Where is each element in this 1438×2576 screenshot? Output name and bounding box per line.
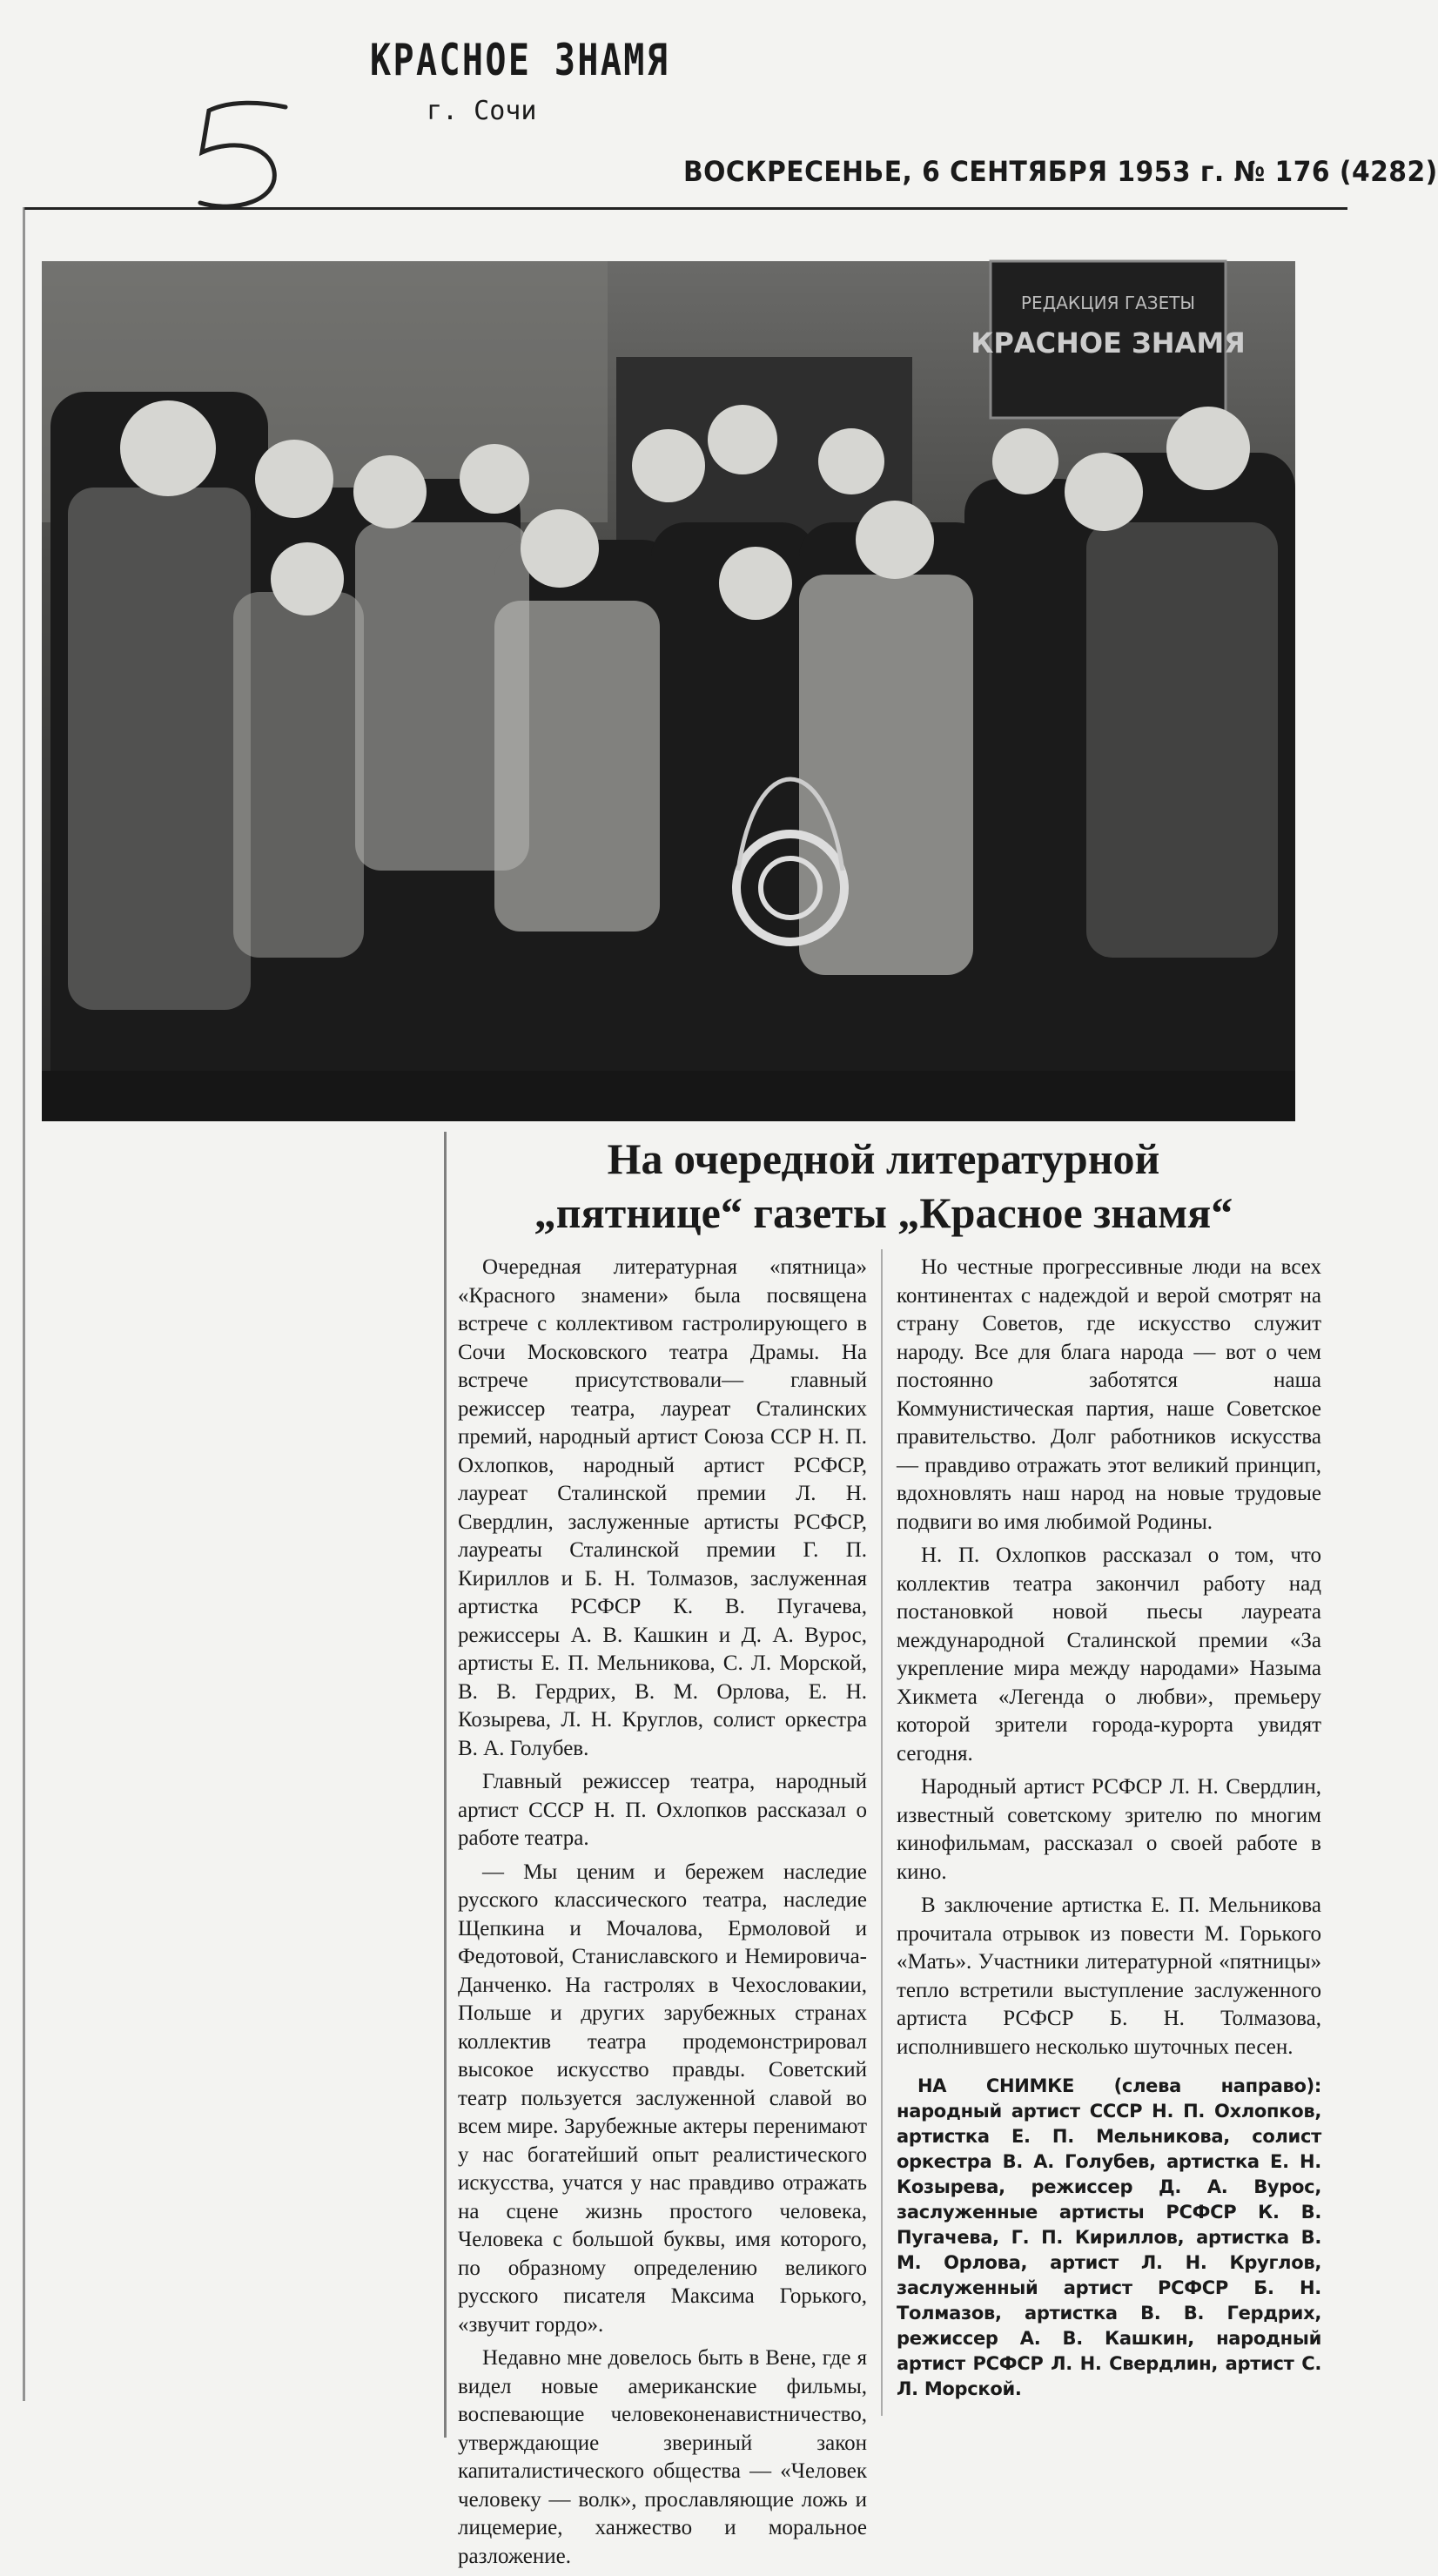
sign-text-2: КРАСНОЕ ЗНАМЯ — [971, 326, 1246, 360]
headline-line-2: „пятнице“ газеты „Красное знамя“ — [534, 1188, 1233, 1237]
header-rule — [24, 207, 1347, 210]
handwritten-number-icon — [183, 91, 296, 222]
photo-caption — [897, 2074, 1321, 2402]
col2-paragraph: Но честные прогрессивные люди на всех континентах с надеждой и верой смотрят на страну Советов, где искусство служит народу. Все для блага народа — вот о чем постоянно заботятся наша Коммунистическая партия, наше Советское правительство. Долг работников искусства — правдиво отражать этот великий принцип, вдохновлять наш народ на новые трудовые подвиги во имя любимой Родины. — [897, 1255, 1321, 1534]
headline-line-1: На очередной литературной — [607, 1134, 1160, 1183]
article-left-rule — [444, 1132, 447, 2438]
group-photo — [42, 261, 1295, 1121]
article-column-1 — [458, 1254, 867, 2576]
col2-paragraph: В заключение артистка Е. П. Мельникова прочитала отрывок из повести М. Горького «Мать». Участники литературной «пятницы» тепло встретили выступление заслуженного артиста РСФСР Б. Н. Толмазова, исполнившего несколько шуточных песен. — [897, 1893, 1321, 2059]
col2-paragraph: Народный артист РСФСР Л. Н. Свердлин, известный советскому зрителю по многим кинофильмам, рассказал о своей работе в кино. — [897, 1775, 1321, 1884]
col1-paragraph: Очередная литературная «пятница» «Красного знамени» была посвящена встрече с коллективом гастролирующего в Сочи Московского театра Драмы. На встрече присутствовали— главный режиссер театра, лауреат Сталинских премий, народный артист Союза ССР Н. П. Охлопков, народный артист РСФСР, лауреат Сталинской премии Л. Н. Свердлин, заслуженные артисты РСФСР, лауреаты Сталинской премии Г. П. Кириллов и Б. Н. Толмазов, заслуженная артистка РСФСР К. В. Пугачева, режиссеры А. В. Кашкин и Д. А. Вурос, артисты Е. П. Мельникова, С. Л. Морской, В. В. Гердрих, В. М. Орлова, Е. Н. Козырева, Л. Н. Круглов, солист оркестра В. А. Голубев. — [458, 1255, 867, 1760]
newspaper-stamp-title: КРАСНОЕ ЗНАМЯ — [370, 35, 670, 85]
col1-paragraph: — Мы ценим и бережем наследие русского классического театра, наследие Щепкина и Мочалова, Ермоловой и Федотовой, Станиславского и Немировича-Данченко. На гастролях в Чехословакии, Польше и других зарубежных странах коллектив театра продемонстрировал высокое искусство правды. Советский театр пользуется заслуженной славой во всем мире. Зарубежные актеры перенимают у нас богатейший опыт реалистического искусства, учатся у нас правдиво отражать на сцене жизнь простого человека, Человека с большой буквы, имя которого, по образному определению великого русского писателя Максима Горького, «звучит гордо». — [458, 1860, 867, 2337]
newspaper-stamp-city: г. Сочи — [427, 96, 537, 126]
margin-rule — [23, 207, 25, 2401]
dateline: ВОСКРЕСЕНЬЕ, 6 СЕНТЯБРЯ 1953 г. № 176 (4282) — [683, 155, 1438, 188]
caption-text: НА СНИМКЕ (слева направо): народный артист СССР Н. П. Охлопков, артистка Е. П. Мельникова, солист оркестра В. А. Голубев, артистка Е. Н. Козырева, режиссер Д. А. Вурос, заслуженные артисты РСФСР К. В. Пугачева, Г. П. Кириллов, артистка В. М. Орлова, артист Л. Н. Круглов, заслуженный артист РСФСР Б. Н. Толмазов, артистка В. В. Гердрих, режиссер А. В. Кашкин, народный артист РСФСР Л. Н. Свердлин, артист С. Л. Морской. — [897, 2075, 1321, 2399]
column-divider — [881, 1249, 883, 2416]
col1-paragraph: Недавно мне довелось быть в Вене, где я видел новые американские фильмы, воспевающие человеконенавистничество, утверждающие звериный закон капиталистического общества — «Человек человеку — волк», прославляющие ложь и лицемерие, ханжество и моральное разложение. — [458, 2346, 867, 2568]
article-column-2 — [897, 1254, 1321, 2402]
col2-paragraph: Н. П. Охлопков рассказал о том, что коллектив театра закончил работу над постановкой новой пьесы лауреата международной Сталинской премии «За укрепление мира между народами» Назыма Хикмета «Легенда о любви», премьеру которой зрители города-курорта увидят сегодня. — [897, 1544, 1321, 1766]
col1-paragraph: Главный режиссер театра, народный артист СССР Н. П. Охлопков рассказал о работе театра. — [458, 1770, 867, 1850]
sign-text-1: РЕДАКЦИЯ ГАЗЕТЫ — [1020, 293, 1196, 313]
article-headline — [444, 1132, 1323, 1240]
